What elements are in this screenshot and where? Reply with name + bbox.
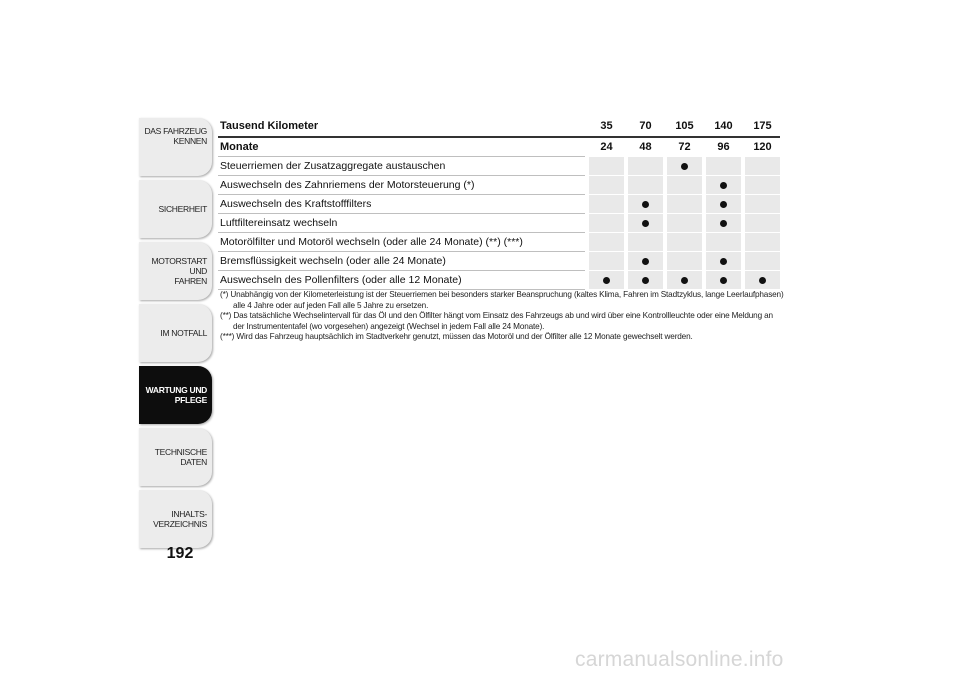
header-months-value: 48 [628, 138, 663, 157]
interval-cell [745, 252, 780, 271]
interval-cell [706, 195, 741, 214]
bullet-icon [681, 277, 688, 284]
bullet-icon [681, 163, 688, 170]
table-row [218, 214, 780, 233]
table-row [218, 157, 780, 176]
header-km-value: 140 [714, 120, 733, 132]
row-label: Bremsflüssigkeit wechseln (oder alle 24 Monate) [218, 252, 585, 271]
interval-cell [667, 271, 702, 290]
header-months-value: 96 [706, 138, 741, 157]
interval-cell [745, 176, 780, 195]
tab-wartung-und-pflege[interactable] [139, 366, 212, 424]
interval-cell [667, 233, 702, 252]
header-label: Tausend Kilometer [220, 120, 319, 132]
header-km-value: 105 [675, 120, 694, 132]
bullet-icon [759, 277, 766, 284]
header-months-value: 24 [589, 138, 624, 157]
table-row [218, 233, 780, 252]
tab-label: INHALTS- VERZEICHNIS [153, 509, 207, 529]
bullet-icon [642, 277, 649, 284]
bullet-icon [720, 220, 727, 227]
interval-cell [745, 271, 780, 290]
page-number: 192 [166, 545, 194, 562]
header-label: Monate [218, 138, 585, 157]
bullet-icon [720, 258, 727, 265]
interval-cell [628, 214, 663, 233]
interval-cell [706, 214, 741, 233]
header-months-value: 72 [667, 138, 702, 157]
footnote: (*) Unabhängig von der Kilometerleistung ist der Steuerriemen bei besonders starker Beanspruchung (kaltes Klima, Fahren im Stadtzyklus, lange Leerlaufphasen) alle 4 Jahre oder auf jeden Fall alle 5 Jahre zu ersetzen. [220, 290, 784, 310]
footnote: (**) Das tatsächliche Wechselintervall für das Öl und den Ölfilter hängt vom Einsatz des Fahrzeugs ab und wird über eine Kontrollleuchte oder eine Meldung an der Instrumententafel (wo vorgesehen) angezeigt (Wechsel in jedem Fall alle 24 Monate). [220, 311, 773, 331]
interval-cell [589, 157, 624, 176]
tab-sicherheit[interactable] [139, 180, 212, 238]
interval-cell [706, 233, 741, 252]
row-label: Motorölfilter und Motoröl wechseln (oder alle 24 Monate) (**) (***) [218, 233, 585, 252]
bullet-icon [642, 220, 649, 227]
interval-cell [628, 176, 663, 195]
interval-cell [706, 176, 741, 195]
interval-cell [589, 176, 624, 195]
interval-cell [745, 157, 780, 176]
interval-cell [628, 252, 663, 271]
interval-cell [589, 233, 624, 252]
interval-cell [706, 252, 741, 271]
header-km-value: 175 [753, 120, 772, 132]
header-km-value: 35 [600, 120, 613, 132]
tab-label: TECHNISCHE DATEN [154, 447, 207, 467]
interval-cell [667, 214, 702, 233]
tab-label: IM NOTFALL [160, 328, 207, 338]
tab-label: WARTUNG UND PFLEGE [145, 385, 207, 405]
tab-technische-daten[interactable] [139, 428, 212, 486]
table-row [218, 176, 780, 195]
chapter-tabs [139, 118, 212, 552]
bullet-icon [720, 201, 727, 208]
bullet-icon [642, 258, 649, 265]
table-row [218, 252, 780, 271]
interval-cell [628, 233, 663, 252]
tab-label: SICHERHEIT [158, 204, 207, 214]
interval-cell [628, 157, 663, 176]
interval-cell [589, 214, 624, 233]
tab-label: MOTORSTART UND FAHREN [151, 256, 207, 286]
interval-cell [667, 252, 702, 271]
interval-cell [628, 271, 663, 290]
table-header-km [218, 117, 780, 138]
header-km-value: 70 [639, 120, 652, 132]
table-body [218, 157, 780, 290]
bullet-icon [642, 201, 649, 208]
interval-cell [706, 157, 741, 176]
row-label: Auswechseln des Zahnriemens der Motorsteuerung (*) [218, 176, 585, 195]
bullet-icon [603, 277, 610, 284]
bullet-icon [720, 277, 727, 284]
watermark: carmanualsonline.info [575, 648, 784, 671]
footnote: (***) Wird das Fahrzeug hauptsächlich im Stadtverkehr genutzt, müssen das Motoröl und der Ölfilter alle 12 Monate gewechselt werden. [220, 332, 693, 341]
row-label: Steuerriemen der Zusatzaggregate austauschen [218, 157, 585, 176]
tab-im-notfall[interactable] [139, 304, 212, 362]
table-row [218, 271, 780, 290]
interval-cell [706, 271, 741, 290]
interval-cell [667, 157, 702, 176]
interval-cell [745, 195, 780, 214]
tab-das-fahrzeug-kennen[interactable] [139, 118, 212, 176]
bullet-icon [720, 182, 727, 189]
tab-motorstart-und-fahren[interactable] [139, 242, 212, 300]
row-label: Auswechseln des Pollenfilters (oder alle 12 Monate) [218, 271, 585, 290]
maintenance-table [218, 117, 780, 290]
interval-cell [745, 233, 780, 252]
table-row [218, 195, 780, 214]
footnotes [220, 290, 786, 343]
interval-cell [589, 252, 624, 271]
row-label: Luftfiltereinsatz wechseln [218, 214, 585, 233]
interval-cell [589, 195, 624, 214]
header-months-value: 120 [745, 138, 780, 157]
interval-cell [628, 195, 663, 214]
interval-cell [589, 271, 624, 290]
table-header-months [218, 138, 780, 157]
tab-label: DAS FAHRZEUG KENNEN [144, 126, 207, 146]
interval-cell [745, 214, 780, 233]
row-label: Auswechseln des Kraftstofffilters [218, 195, 585, 214]
tab-inhaltsverzeichnis[interactable] [139, 490, 212, 548]
interval-cell [667, 176, 702, 195]
interval-cell [667, 195, 702, 214]
